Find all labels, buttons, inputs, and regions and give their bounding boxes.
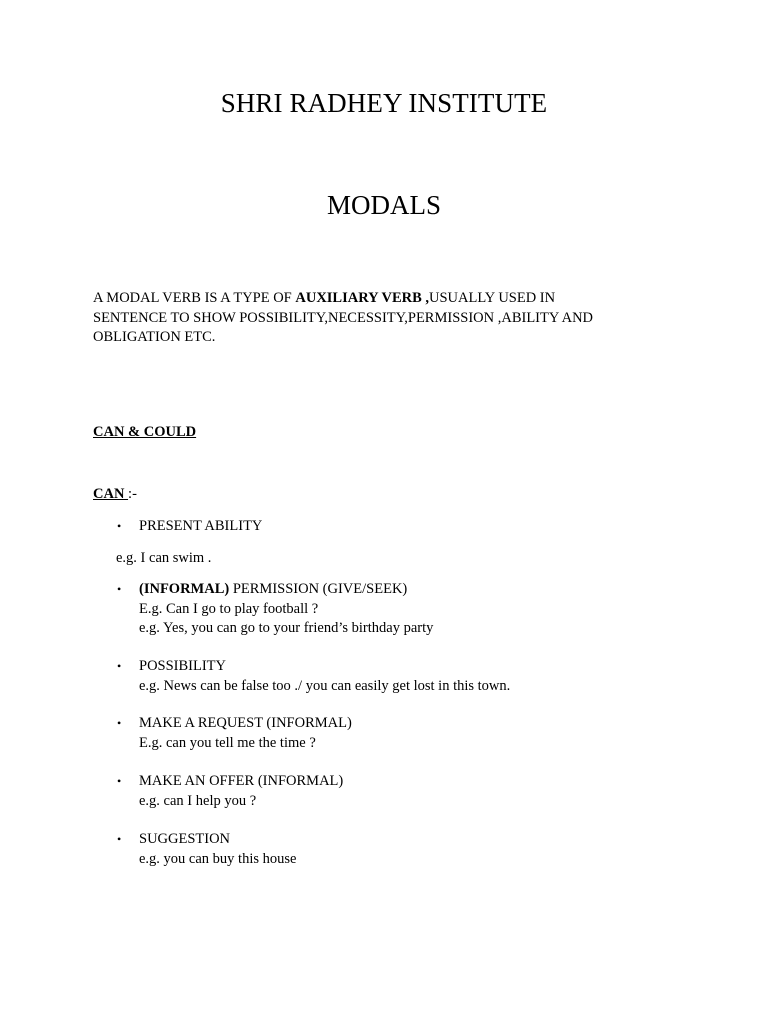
intro-line-3: OBLIGATION ETC. [93, 329, 216, 345]
institute-title: SHRI RADHEY INSTITUTE [220, 88, 548, 118]
list-item-bold: (INFORMAL) [139, 581, 230, 597]
list-item-label: SUGGESTION [139, 831, 231, 847]
list-item-label: (INFORMAL) PERMISSION (GIVE/SEEK) [139, 581, 408, 597]
section-heading: CAN & COULD [93, 424, 197, 440]
bullet-icon: • [117, 716, 122, 730]
bullet-icon: • [117, 832, 122, 846]
list-item-example: e.g. News can be false too ./ you can easily get lost in this town. [139, 677, 511, 694]
example-text: e.g. I can swim . [116, 550, 212, 566]
list-item-example: e.g. can I help you ? [139, 792, 257, 809]
list-item-example: e.g. you can buy this house [139, 850, 297, 867]
list-item-example: E.g. Can I go to play football ? [139, 600, 319, 617]
list-item-label: MAKE AN OFFER (INFORMAL) [139, 773, 344, 789]
intro-line-1: A MODAL VERB IS A TYPE OF AUXILIARY VERB ,USUALLY USED IN [93, 290, 556, 306]
can-heading-label: CAN [93, 486, 129, 502]
list-item-label: POSSIBILITY [139, 658, 227, 674]
list-item-example: e.g. Yes, you can go to your friend’s birthday party [139, 620, 434, 636]
intro-bold-term: AUXILIARY VERB , [295, 290, 430, 306]
list-item-example: E.g. can you tell me the time ? [139, 734, 316, 751]
bullet-icon: • [117, 582, 122, 596]
bullet-icon: • [117, 659, 122, 673]
page-title: MODALS [326, 190, 441, 220]
list-item-label: PRESENT ABILITY [139, 518, 263, 534]
intro-line-2: SENTENCE TO SHOW POSSIBILITY,NECESSITY,PERMISSION ,ABILITY AND [93, 309, 594, 326]
bullet-icon: • [117, 774, 122, 788]
intro-paragraph [93, 289, 653, 348]
list-item-label: MAKE A REQUEST (INFORMAL) [139, 715, 352, 731]
bullet-icon: • [117, 519, 122, 533]
can-heading: CAN :- [93, 486, 137, 502]
